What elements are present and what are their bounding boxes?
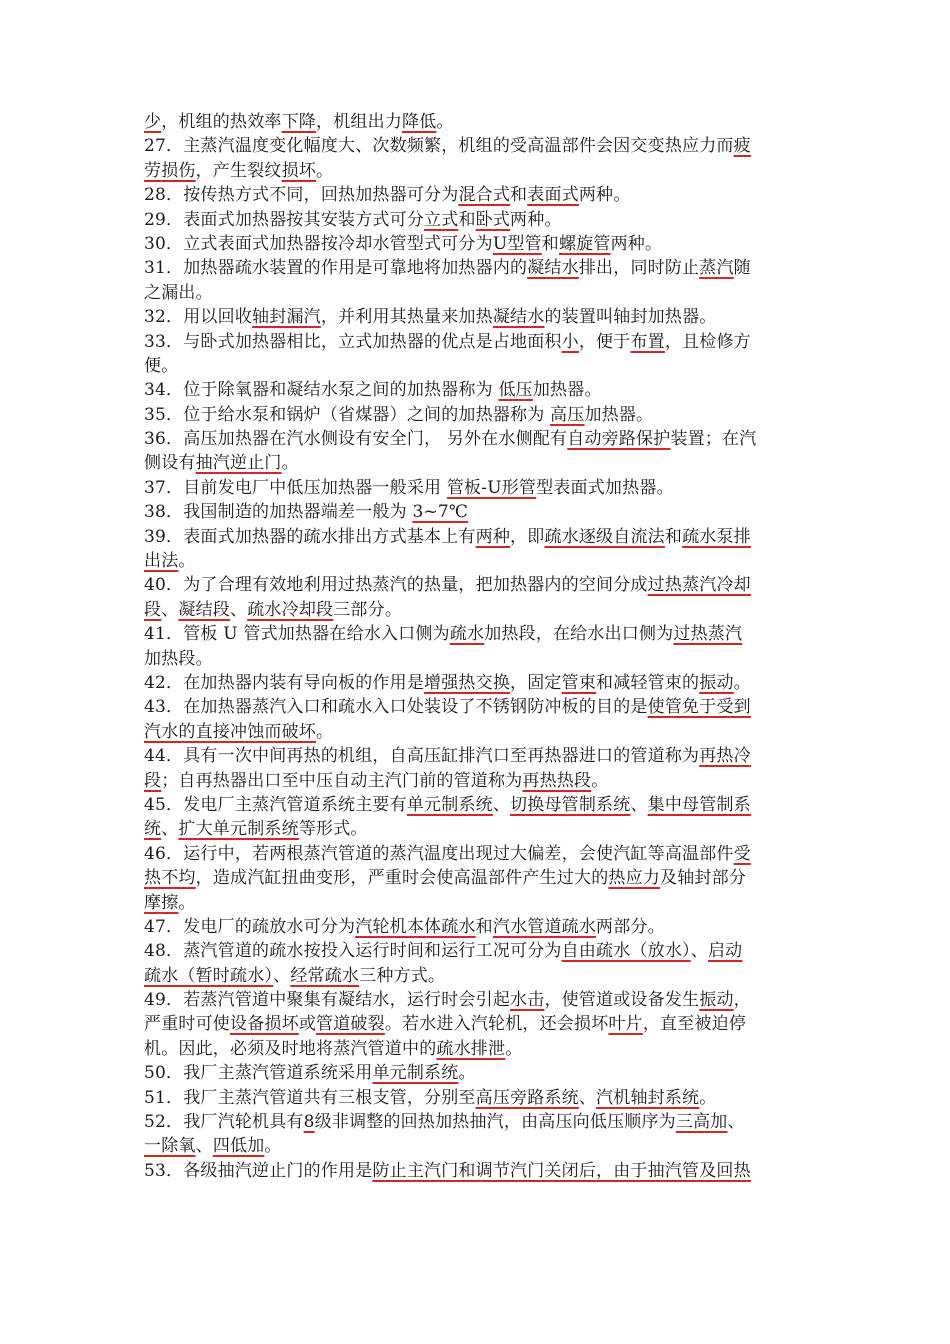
question-text: 随 xyxy=(733,258,751,279)
answer-underline: 受 xyxy=(733,843,751,864)
text-line xyxy=(144,451,814,475)
answer-underline: U型管 xyxy=(492,233,542,254)
answer-underline: 热应力 xyxy=(608,868,661,889)
answer-underline: 疏水逐级自流法 xyxy=(544,526,665,547)
question-text: 50．我厂主蒸汽管道系统采用 xyxy=(144,1063,373,1084)
question-text: 的装置叫轴封加热器。 xyxy=(544,307,717,328)
text-line xyxy=(144,330,814,354)
answer-underline: 再热冷 xyxy=(699,746,751,767)
answer-underline: 布置 xyxy=(630,331,665,352)
question-text: 和 xyxy=(475,916,493,937)
question-text: 52．我厂汽轮机具有 xyxy=(144,1112,304,1133)
answer-underline: 增强热交换 xyxy=(424,672,511,693)
question-text: 28．按传热方式不同，回热加热器可分为 xyxy=(144,185,459,206)
answer-underline: 损坏 xyxy=(281,160,317,181)
question-text: 31．加热器疏水装置的作用是可靠地将加热器内的 xyxy=(144,258,528,279)
question-text: 49．若蒸汽管道中聚集有凝结水，运行时会引起 xyxy=(144,990,511,1011)
question-text: ，机组的热效率 xyxy=(161,112,282,132)
question-text: 级非调整的回热加热抽汽，由高压向低压顺序为 xyxy=(314,1112,676,1133)
question-text: 、 xyxy=(492,794,511,815)
question-text: ，固定 xyxy=(510,672,562,693)
question-text: 、 xyxy=(230,599,248,620)
answer-underline: 蒸汽 xyxy=(699,258,734,279)
text-line xyxy=(144,769,814,793)
answer-underline: 自由疏水（放水） xyxy=(561,941,691,962)
question-text: 及轴封部分 xyxy=(660,868,747,889)
question-text: 。 xyxy=(316,721,334,742)
question-text: 。 xyxy=(458,1063,476,1084)
text-line xyxy=(144,1159,814,1183)
question-text: 机。因此，必须及时地将蒸汽管道中的 xyxy=(144,1038,437,1059)
text-line xyxy=(144,256,814,280)
question-text: 44．具有一次中间再热的机组，自高压缸排汽口至再热器进口的管道称为 xyxy=(144,746,700,767)
text-line xyxy=(144,525,814,549)
answer-underline: 自动旁路保护 xyxy=(567,429,671,450)
question-text: 严重时可使 xyxy=(144,1014,230,1035)
question-text: ，使管道或设备发生 xyxy=(544,990,700,1011)
question-text: 、 xyxy=(273,965,291,986)
question-text: 排出，同时防止 xyxy=(578,258,700,279)
question-text: 、 xyxy=(690,941,708,962)
question-text: 。若水进入汽轮机，还会损坏 xyxy=(384,1014,609,1035)
question-text: 、 xyxy=(727,1112,745,1133)
question-text: 和 xyxy=(510,185,528,206)
answer-underline: 8 xyxy=(303,1112,315,1133)
text-line xyxy=(144,598,814,622)
answer-underline: 振动 xyxy=(699,990,734,1011)
answer-underline: 单元制系统 xyxy=(372,1063,459,1084)
question-text: ，便于 xyxy=(578,331,631,352)
question-text: 41．管板 U 管式加热器在给水入口侧为 xyxy=(144,624,450,645)
answer-underline: 出法 xyxy=(144,551,179,572)
question-text: 加热器。 xyxy=(532,380,602,401)
answer-underline: 单元制系统 xyxy=(406,794,493,815)
question-text: 便。 xyxy=(144,355,179,376)
answer-underline: 水击 xyxy=(510,990,545,1011)
answer-underline: 摩擦 xyxy=(144,892,179,913)
answer-underline: 疏水排泄 xyxy=(436,1038,506,1059)
text-line xyxy=(144,500,814,524)
answer-underline: 轴封漏汽 xyxy=(252,307,321,328)
text-line xyxy=(144,793,814,817)
answer-underline: 下降 xyxy=(281,112,317,132)
answer-underline: 表面式 xyxy=(527,185,579,206)
question-text: ， xyxy=(733,990,751,1011)
text-line xyxy=(144,866,814,890)
answer-underline: 汽机轴封系统 xyxy=(596,1087,700,1108)
answer-underline: 段 xyxy=(144,770,162,791)
answer-underline: 汽水管道疏水 xyxy=(492,916,597,937)
answer-underline: 3~7℃ xyxy=(412,502,469,523)
text-line xyxy=(144,622,814,646)
answer-underline: 四低加 xyxy=(212,1136,265,1157)
question-text: 三种方式。 xyxy=(359,965,446,986)
question-text: 型表面式加热器。 xyxy=(536,477,674,498)
question-text: 、 xyxy=(630,794,648,815)
question-text: 和 xyxy=(664,526,683,547)
question-text: 三部分。 xyxy=(333,599,403,620)
question-text: 两种。 xyxy=(610,233,663,254)
question-text: 37．目前发电厂中低压加热器一般采用 xyxy=(144,477,447,498)
question-text: 两部分。 xyxy=(596,916,665,937)
question-text: 30．立式表面式加热器按冷却水管型式可分为 xyxy=(144,233,493,254)
question-text: 。 xyxy=(505,1038,523,1059)
question-text: 加热段。 xyxy=(144,648,213,669)
question-text: 加热段，在给水出口侧为 xyxy=(484,624,674,645)
question-text: ，且检修方 xyxy=(664,331,751,352)
answer-underline: 凝结水 xyxy=(527,258,579,279)
answer-underline: 设备损坏 xyxy=(230,1014,299,1035)
question-text: 34．位于除氧器和凝结水泵之间的加热器称为 xyxy=(144,380,499,401)
answer-underline: 低压 xyxy=(498,380,533,401)
text-line xyxy=(144,1012,814,1036)
text-line xyxy=(144,891,814,915)
question-text: 42．在加热器内装有导向板的作用是 xyxy=(144,672,425,693)
answer-underline: 疲 xyxy=(733,136,751,157)
answer-underline: 劳损伤 xyxy=(144,160,196,181)
question-text: 27．主蒸汽温度变化幅度大、次数频繁，机组的受高温部件会因交变热应力而 xyxy=(144,136,734,157)
answer-underline: 三高加 xyxy=(675,1112,728,1133)
answer-underline: 过热蒸汽冷却 xyxy=(647,575,751,596)
text-line xyxy=(144,988,814,1012)
question-text: ，即 xyxy=(510,526,545,547)
answer-underline: 扩大单元制系统 xyxy=(178,819,299,840)
answer-underline: 螺旋管 xyxy=(558,233,611,254)
answer-underline: 再热热段 xyxy=(522,770,592,791)
question-text: 等形式。 xyxy=(298,819,368,840)
answer-underline: 振动 xyxy=(699,672,734,693)
question-text: 。 xyxy=(178,892,196,913)
question-text: 两种。 xyxy=(578,185,631,206)
text-line xyxy=(144,647,814,671)
text-line xyxy=(144,915,814,939)
text-line xyxy=(144,939,814,963)
answer-underline: 启动 xyxy=(707,941,743,962)
question-text: 。 xyxy=(436,112,454,132)
text-line xyxy=(144,378,814,402)
question-text: 39．表面式加热器的疏水排出方式基本上有 xyxy=(144,526,476,547)
text-line xyxy=(144,232,814,256)
answer-underline: 集中母管制系 xyxy=(647,794,751,815)
question-text: ；自再热器出口至中压自动主汽门前的管道称为 xyxy=(161,770,523,791)
text-line xyxy=(144,354,814,378)
text-line xyxy=(144,183,814,207)
question-text: 35．位于给水泵和锅炉（省煤器）之间的加热器称为 xyxy=(144,404,551,425)
text-line xyxy=(144,305,814,329)
question-text: 33．与卧式加热器相比，立式加热器的优点是占地面积 xyxy=(144,331,562,352)
question-text: ，机组出力 xyxy=(316,112,403,132)
question-text: 侧设有 xyxy=(144,453,196,474)
answer-underline: 凝结水 xyxy=(492,307,545,328)
question-text: 。 xyxy=(264,1136,282,1157)
answer-underline: 高压旁路系统 xyxy=(475,1087,579,1108)
question-text: 和 xyxy=(541,233,559,254)
text-line xyxy=(144,476,814,500)
answer-underline: 卧式 xyxy=(475,209,511,230)
question-text: 45．发电厂主蒸汽管道系统主要有 xyxy=(144,794,407,815)
answer-underline: 高压 xyxy=(550,404,585,425)
question-text: 48．蒸汽管道的疏水按投入运行时间和运行工况可分为 xyxy=(144,941,562,962)
answer-underline: 管板-U形管 xyxy=(446,477,537,498)
text-line xyxy=(144,964,814,988)
question-text: 32．用以回收 xyxy=(144,307,253,328)
text-line xyxy=(144,1134,814,1158)
question-text: 装置；在汽 xyxy=(670,429,757,450)
question-text: 。 xyxy=(699,1087,717,1108)
text-line xyxy=(144,208,814,232)
question-text: 47．发电厂的疏放水可分为 xyxy=(144,916,356,937)
answer-underline: 统 xyxy=(144,819,162,840)
question-text: 46．运行中，若两根蒸汽管道的蒸汽温度出现过大偏差，会使汽缸等高温部件 xyxy=(144,843,734,864)
text-line xyxy=(144,403,814,427)
text-line xyxy=(144,1086,814,1110)
question-text: ，直至被迫停 xyxy=(642,1014,747,1035)
answer-underline: 混合式 xyxy=(458,185,511,206)
text-line xyxy=(144,817,814,841)
text-line xyxy=(144,744,814,768)
question-text: 38．我国制造的加热器端差一般为 xyxy=(144,502,413,523)
question-text: ，并利用其热量来加热 xyxy=(320,307,493,328)
question-text: ，造成汽缸扭曲变形，严重时会使高温部件产生过大的 xyxy=(195,868,609,889)
question-text: 。 xyxy=(316,160,334,181)
answer-underline: 抽汽逆止门 xyxy=(195,453,282,474)
text-line xyxy=(144,549,814,573)
answer-underline: 凝结段 xyxy=(178,599,231,620)
question-text: 、 xyxy=(578,1087,597,1108)
answer-underline: 管道破裂 xyxy=(316,1014,385,1035)
question-text: 之漏出。 xyxy=(144,282,213,303)
answer-underline: 疏水冷却段 xyxy=(247,599,334,620)
answer-underline: 防止主汽门和调节汽门关闭后，由于抽汽管及回热 xyxy=(372,1160,751,1181)
text-line xyxy=(144,695,814,719)
question-text: 、 xyxy=(161,599,179,620)
text-line xyxy=(144,1061,814,1085)
text-line xyxy=(144,110,814,134)
answer-underline: 经常疏水 xyxy=(290,965,360,986)
answer-underline: 汽水的直接冲蚀而破坏 xyxy=(144,721,316,742)
question-text: 两种。 xyxy=(510,209,562,230)
answer-underline: 段 xyxy=(144,599,162,620)
text-line xyxy=(144,427,814,451)
answer-underline: 立式 xyxy=(424,209,459,230)
question-text: 和减轻管束的 xyxy=(596,672,700,693)
question-text: 53．各级抽汽逆止门的作用是 xyxy=(144,1160,373,1181)
question-text: 或 xyxy=(298,1014,317,1035)
answer-underline: 小 xyxy=(561,331,579,352)
text-line xyxy=(144,842,814,866)
answer-underline: 疏水泵排 xyxy=(682,526,751,547)
answer-underline: 叶片 xyxy=(608,1014,643,1035)
text-line xyxy=(144,134,814,158)
text-line xyxy=(144,159,814,183)
text-line xyxy=(144,1110,814,1134)
text-line xyxy=(144,1037,814,1061)
question-text: 。 xyxy=(591,770,609,791)
answer-underline: 两种 xyxy=(475,526,511,547)
answer-underline: 疏水 xyxy=(449,624,485,645)
answer-underline: 少 xyxy=(144,112,162,132)
answer-underline: 管束 xyxy=(561,672,597,693)
question-text: 29．表面式加热器按其安装方式可分 xyxy=(144,209,425,230)
question-text: 43．在加热器蒸汽入口和疏水入口处装设了不锈钢防冲板的目的是 xyxy=(144,697,648,718)
answer-underline: 过热蒸汽 xyxy=(673,624,743,645)
question-text: 40．为了合理有效地利用过热蒸汽的热量，把加热器内的空间分成 xyxy=(144,575,648,596)
document-body xyxy=(144,110,814,1183)
answer-underline: 一除氧 xyxy=(144,1136,196,1157)
question-text: 。 xyxy=(281,453,299,474)
text-line xyxy=(144,573,814,597)
answer-underline: 汽轮机本体疏水 xyxy=(355,916,476,937)
answer-underline: 降低 xyxy=(402,112,437,132)
text-line xyxy=(144,671,814,695)
answer-underline: 热不均 xyxy=(144,868,196,889)
text-line xyxy=(144,281,814,305)
question-text: 。 xyxy=(733,672,751,693)
text-line xyxy=(144,720,814,744)
question-text: 、 xyxy=(195,1136,213,1157)
question-text: 、 xyxy=(161,819,179,840)
question-text: 36．高压加热器在汽水侧设有安全门， 另外在水侧配有 xyxy=(144,429,568,450)
question-text: 加热器。 xyxy=(584,404,654,425)
answer-underline: 使管免于受到 xyxy=(647,697,751,718)
answer-underline: 疏水（暂时疏水） xyxy=(144,965,274,986)
question-text: 。 xyxy=(178,551,196,572)
question-text: ，产生裂纹 xyxy=(195,160,282,181)
answer-underline: 切换母管制系统 xyxy=(510,794,631,815)
question-text: 51．我厂主蒸汽管道共有三根支管，分别至 xyxy=(144,1087,476,1108)
question-text: 和 xyxy=(458,209,476,230)
